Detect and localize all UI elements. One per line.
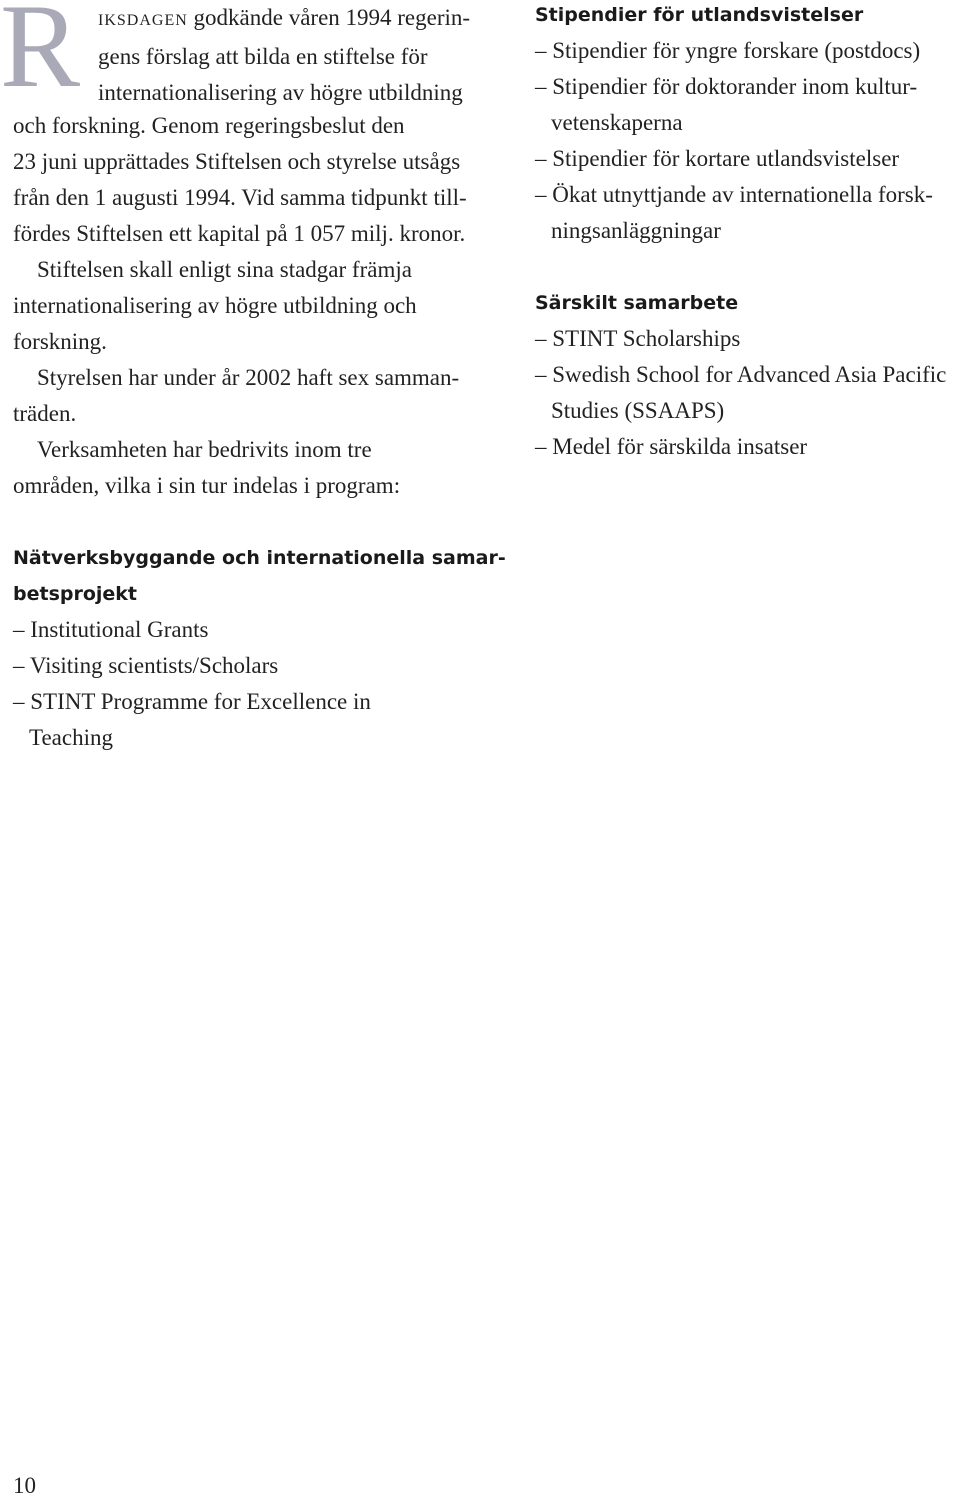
- intro-line-1: gens förslag att bilda en stiftelse för: [98, 44, 428, 69]
- intro-line-6: fördes Stiftelsen ett kapital på 1 057 milj. kronor.: [13, 221, 466, 246]
- list-item: – STINT Scholarships: [535, 326, 741, 351]
- body-paragraphs: [13, 252, 513, 504]
- list-item: – Visiting scientists/Scholars: [13, 653, 279, 678]
- intro-line-5: från den 1 augusti 1994. Vid samma tidpunkt till-: [13, 185, 467, 210]
- section-heading: Stipendier för utlandsvistelser: [535, 4, 864, 26]
- list-item: – Ökat utnyttjande av internationella forsk- ningsanläggningar: [535, 182, 933, 243]
- item-list: [13, 612, 513, 756]
- section-natverk: [13, 540, 513, 756]
- section-heading: Nätverksbyggande och internationella samar- betsprojekt: [13, 547, 506, 605]
- paragraph-verksamheten: Verksamheten har bedrivits inom tre områden, vilka i sin tur indelas i program:: [13, 437, 401, 498]
- list-item: – Institutional Grants: [13, 617, 209, 642]
- intro-smallcaps: IKSDAGEN: [98, 12, 188, 29]
- intro-line-0: IKSDAGEN godkände våren 1994 regerin-: [98, 5, 471, 30]
- intro-line-3: och forskning. Genom regeringsbeslut den: [13, 113, 405, 138]
- section-sarskilt: [535, 285, 960, 465]
- section-heading: Särskilt samarbete: [535, 292, 739, 314]
- paragraph-stadgar: Stiftelsen skall enligt sina stadgar främja internationalisering av högre utbildning och forskning.: [13, 257, 417, 354]
- intro-line-4: 23 juni upprättades Stiftelsen och styrelse utsågs: [13, 149, 461, 174]
- list-item: – Stipendier för kortare utlandsvistelser: [535, 146, 900, 171]
- item-list: [535, 321, 960, 465]
- list-item: – Swedish School for Advanced Asia Pacific Studies (SSAAPS): [535, 362, 947, 423]
- item-list: [535, 33, 960, 249]
- section-stipendier: [535, 0, 960, 249]
- paragraph-styrelsen: Styrelsen har under år 2002 haft sex samman- träden.: [13, 365, 460, 426]
- page-number: 10: [13, 1473, 36, 1498]
- list-item: – Medel för särskilda insatser: [535, 434, 808, 459]
- list-item: – STINT Programme for Excellence in Teaching: [13, 689, 371, 750]
- drop-cap: R: [0, 0, 81, 112]
- intro-paragraph: [0, 0, 510, 250]
- list-item: – Stipendier för yngre forskare (postdocs): [535, 38, 921, 63]
- intro-line-2: internationalisering av högre utbildning: [98, 80, 463, 105]
- list-item: – Stipendier för doktorander inom kultur- vetenskaperna: [535, 74, 918, 135]
